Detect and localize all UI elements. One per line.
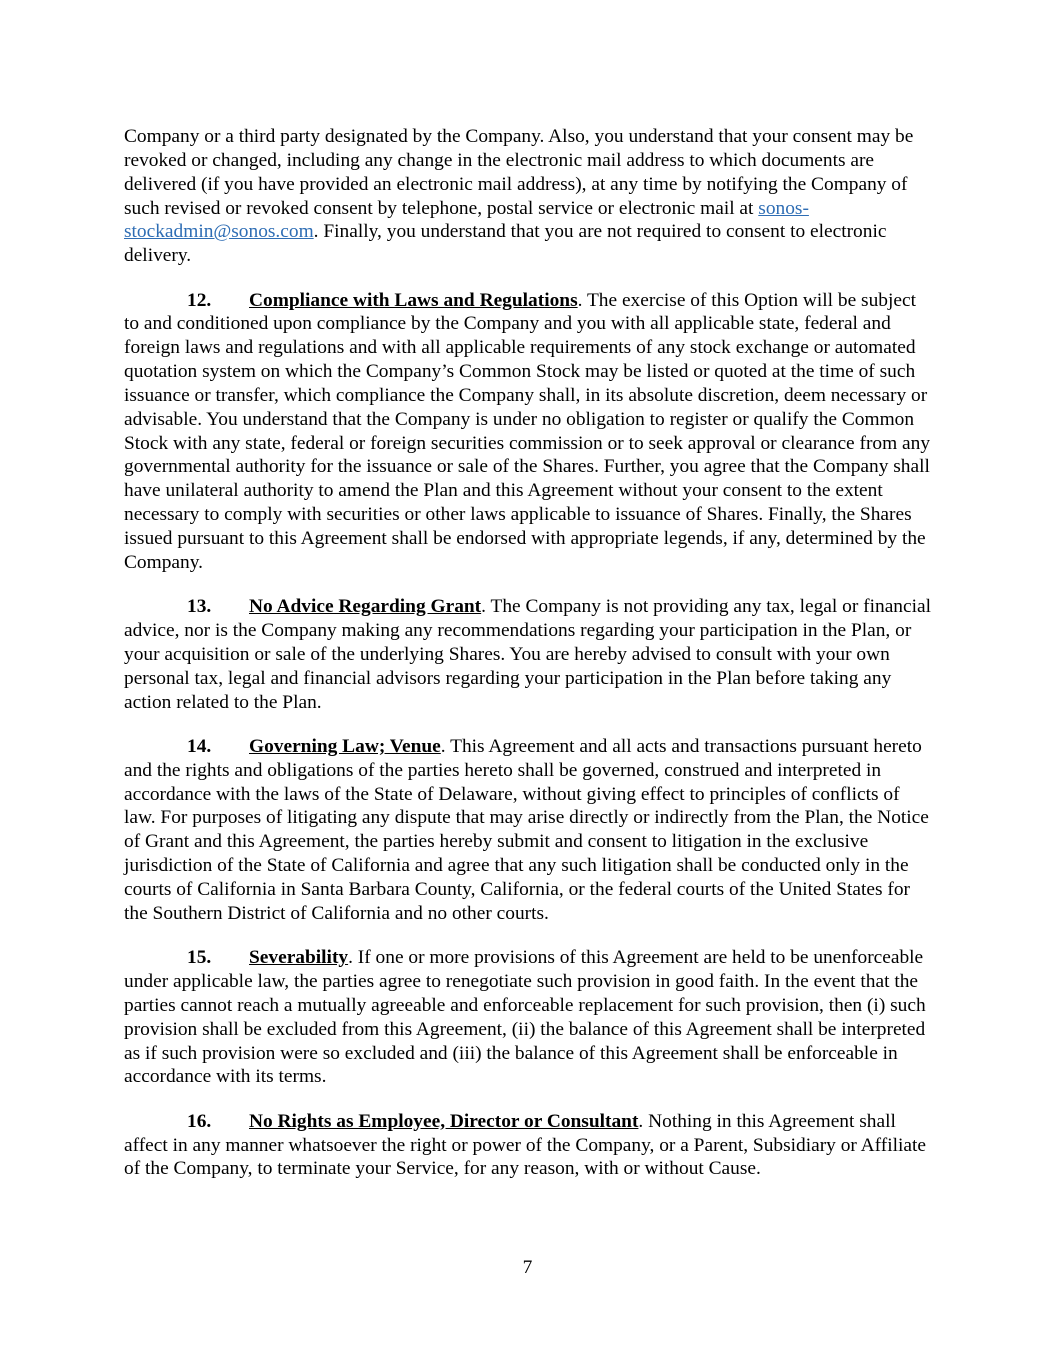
document-page	[124, 125, 934, 1202]
section-body: . If one or more provisions of this Agreement are held to be unenforceable under applicable law, the parties agree to renegotiate such provision in good faith. In the event that the parties cannot reach a mutually agreeable and enforceable replacement for such provision, then (i) such provision shall be excluded from this Agreement, (ii) the balance of this Agreement shall be interpreted as if such provision were so excluded and (iii) the balance of this Agreement shall be enforceable in accordance with its terms.	[124, 947, 926, 1088]
section-body: . The exercise of this Option will be subject to and conditioned upon compliance by the Company and you with all applicable state, federal and foreign laws and regulations and with all applicable requirements of any stock exchange or automated quotation system on which the Company’s Common Stock may be listed or quoted at the time of such issuance or transfer, which compliance the Company shall, in its absolute discretion, deem necessary or advisable. You understand that the Company is under no obligation to register or qualify the Common Stock with any state, federal or foreign securities commission or to seek approval or clearance from any governmental authority for the issuance or sale of the Shares. Further, you agree that the Company shall have unilateral authority to amend the Plan and this Agreement without your consent to the extent necessary to comply with securities or other laws applicable to issuance of Shares. Finally, the Shares issued pursuant to this Agreement shall be endorsed with appropriate legends, if any, determined by the Company.	[124, 289, 931, 573]
section-number: 12.	[187, 289, 212, 311]
section-body: . The Company is not providing any tax, legal or financial advice, nor is the Company making any recommendations regarding your participation in the Plan, or your acquisition or sale of the underlying Shares. You are hereby advised to consult with your own personal tax, legal and financial advisors regarding your participation in the Plan before taking any action related to the Plan.	[124, 596, 931, 713]
section-heading: No Advice Regarding Grant	[249, 596, 482, 618]
section-heading: Compliance with Laws and Regulations	[249, 289, 578, 311]
section-body: . This Agreement and all acts and transactions pursuant hereto and the rights and obligations of the parties hereto shall be governed, construed and interpreted in accordance with the laws of the State of Delaware, without giving effect to principles of conflicts of law. For purposes of litigating any dispute that may arise directly or indirectly from the Plan, the Notice of Grant and this Agreement, the parties hereby submit and consent to litigation in the exclusive jurisdiction of the State of California and agree that any such litigation shall be conducted only in the courts of California in Santa Barbara County, California, or the federal courts of the United States for the Southern District of California and no other courts.	[124, 735, 929, 924]
continuation-text: Company or a third party designated by the Company. Also, you understand that your consent may be revoked or changed, including any change in the electronic mail address to which documents are delivered (if you have provided an electronic mail address), at any time by notifying the Company of such revised or revoked consent by telephone, postal service or electronic mail at	[124, 126, 914, 219]
continuation-text-end: . Finally, you understand that you are not required to consent to electronic delivery.	[124, 221, 887, 267]
section-heading: Severability	[249, 947, 349, 969]
continuation-paragraph	[124, 125, 934, 268]
section-heading: No Rights as Employee, Director or Consultant	[249, 1110, 639, 1132]
section-number: 13.	[187, 596, 212, 618]
section-number: 15.	[187, 947, 212, 969]
section-body: . Nothing in this Agreement shall affect in any manner whatsoever the right or power of the Company, or a Parent, Subsidiary or Affiliate of the Company, to terminate your Service, for any reason, with or without Cause.	[124, 1110, 926, 1180]
section-number: 16.	[187, 1110, 212, 1132]
section-14	[124, 735, 934, 926]
section-13	[124, 595, 934, 714]
section-heading: Governing Law; Venue	[249, 735, 441, 757]
email-link[interactable]: sonos-stockadmin@sonos.com	[124, 197, 809, 243]
section-15	[124, 946, 934, 1089]
page-number: 7	[522, 1257, 533, 1278]
section-number: 14.	[187, 735, 212, 757]
section-12	[124, 289, 934, 575]
section-16	[124, 1110, 934, 1182]
